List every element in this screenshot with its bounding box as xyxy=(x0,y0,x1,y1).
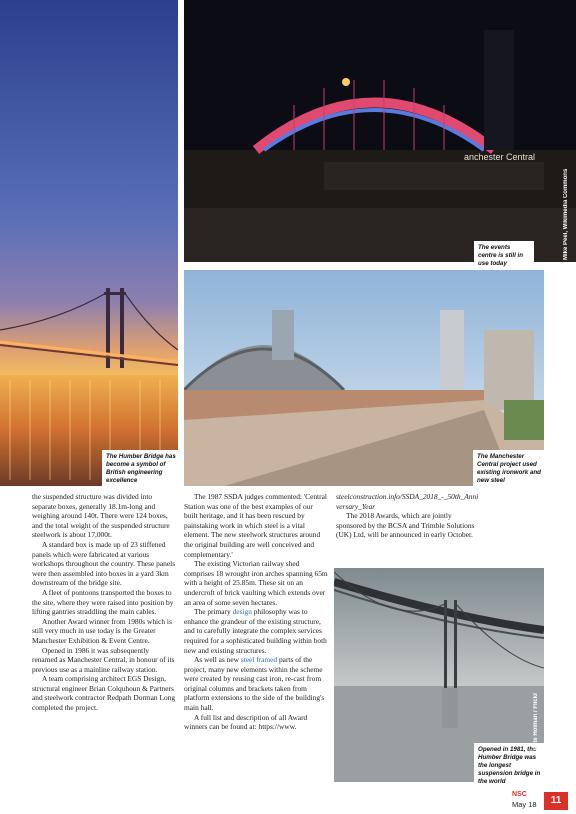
humber-bridge-sunset-illustration xyxy=(0,0,178,486)
article-column-3 xyxy=(336,492,480,540)
events-centre-night-photo xyxy=(184,0,576,262)
paragraph: A standard box is made up of 23 stiffened panels which were fabricated at various workshops throughout the country. These panels were then assembled into boxes in a yard 3km downstream of the bridge site. xyxy=(32,539,176,588)
text-run: The primary xyxy=(194,607,233,617)
paragraph: A team comprising architect EGS Design, structural engineer Brian Colquhoun & Partners and steelwork contractor Redpath Dorman Long completed the project. xyxy=(32,674,176,713)
humber-overcast-caption: Opened in 1981, the Humber Bridge was the longest suspension bridge in the world xyxy=(474,743,548,789)
issue-date: May 18 xyxy=(512,800,537,809)
paragraph: A full list and description of all Award winners can be found at: https://www. xyxy=(184,712,308,732)
ssda-url[interactable]: steelconstruction.info/SSDA_2018_-_50th_Anniversary_Year xyxy=(336,492,479,511)
paragraph: The 1987 SSDA judges commented: 'Central Station was one of the best examples of our built heritage, and it has been rescued by painstaking work in which steel is a vital element. The new steelwork structures around the original building are well conceived and complementary.' xyxy=(184,492,327,559)
manchester-central-caption: The Manchester Central project used existing ironwork and new steel xyxy=(473,450,547,488)
nsc-logo: NSC xyxy=(512,791,527,798)
events-centre-caption: The events centre is still in use today xyxy=(474,241,534,271)
paragraph: Opened in 1986 it was subsequently renamed as Manchester Central, in honour of its previous use as a mainline railway station. xyxy=(32,645,175,674)
humber-overcast-credit: Pete Holman / Flickr xyxy=(533,692,539,750)
humber-bridge-sunset-photo xyxy=(0,0,178,486)
humber-bridge-caption: The Humber Bridge has become a symbol of British engineering excellence xyxy=(102,450,182,488)
paragraph: Another Award winner from 1980s which is still very much in use today is the Greater Manchester Exhibition & Event Centre. xyxy=(32,616,172,645)
design-link[interactable]: design xyxy=(232,607,252,617)
article-column-1 xyxy=(32,492,176,713)
paragraph xyxy=(184,607,328,655)
text-run: philosophy was to enhance the grandeur of the existing structure, and to carefully integrate the complex services required for a sophisticated building within both new and existing structures. xyxy=(184,607,327,655)
events-centre-credit: Mike Peel, Wikimedia Commons xyxy=(563,168,569,260)
paragraph: A fleet of pontoons transported the boxes to the site, where they were raised into position by lifting gantries straddling the main cables. xyxy=(32,587,174,617)
text-run: parts of the project, many new elements within the scheme were created by reusing cast iron, re-cast from original columns and brackets taken from platform extensions to the side of the building's main hall. xyxy=(184,655,325,713)
page-number: 11 xyxy=(544,792,568,810)
text-run: As well as new xyxy=(194,655,241,665)
article-column-2 xyxy=(184,492,328,732)
events-centre-illustration xyxy=(184,0,576,262)
paragraph: The 2018 Awards, which are jointly sponsored by the BCSA and Trimble Solutions (UK) Ltd, will be announced in early October. xyxy=(336,511,475,540)
steel-framed-link[interactable]: steel framed xyxy=(240,655,278,665)
paragraph: the suspended structure was divided into separate boxes, generally 18.1m-long and weighing around 140t. There were 124 boxes, and the total weight of the suspended structure steelwork is about 17,000t. xyxy=(32,492,170,540)
paragraph xyxy=(184,655,328,713)
building-sign: anchester Central xyxy=(464,152,536,162)
paragraph: The existing Victorian railway shed comprises 18 wrought iron arches spanning 65m with a height of 25.85m. These sit on an undercroft of brick vaulting which extends over an area of some seven hectares. xyxy=(184,559,328,607)
